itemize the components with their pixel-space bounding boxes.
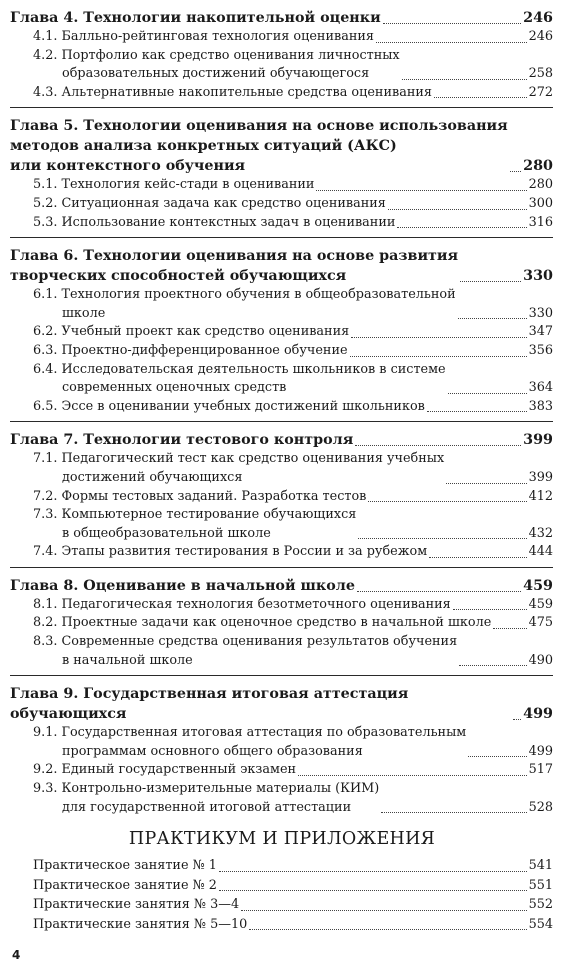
dot-leader [468,756,526,757]
section-entry-page: 399 [528,469,553,485]
section-entry-page: 330 [528,305,553,321]
section-entry [33,286,553,323]
appendix-entry-page: 551 [528,877,553,893]
dot-leader [458,318,527,319]
dot-leader [383,23,521,24]
table-of-contents [10,7,553,829]
chapter-entry-page: 280 [523,158,553,175]
section-entry-page: 412 [528,488,553,504]
section-entry-title: 6.4. Исследовательская деятельность школьников в системе современных оценочных средств [33,361,446,396]
chapter-entry [10,8,553,28]
section-entry-title: 9.3. Контрольно-измерительные материалы (КИМ) для государственной итоговой аттестации [33,781,380,815]
section-entry-title: 6.2. Учебный проект как средство оценивания [33,324,350,340]
dot-leader [368,501,526,502]
appendix-entry [33,915,553,935]
dot-leader [350,356,527,357]
dot-leader [493,628,526,629]
appendix-entry-title: Практические занятия № 5—10 [33,916,248,932]
section-entry-page: 246 [528,29,553,44]
section-entry [33,543,553,562]
dot-leader [249,929,526,930]
appendix-entry-title: Практическое занятие № 1 [33,858,217,873]
chapter-entry [10,430,553,450]
dot-leader [397,227,526,228]
chapter-entry [10,116,553,176]
chapter-entry-title: Глава 5. Технологии оценивания на основе использования методов анализа конкретных ситуаций (АКС) или контекстного обучения [10,118,508,175]
appendix-entry-page: 552 [528,897,553,912]
chapter-entry-title: Глава 9. Государственная итоговая аттестация обучающихся [10,686,409,723]
appendix-entry-title: Практическое занятие № 2 [33,877,217,893]
chapter-entry-page: 330 [523,268,553,285]
section-entry [33,47,553,84]
section-entry-title: 7.4. Этапы развития тестирования в России и за рубежом [33,544,428,560]
dot-leader [219,890,527,891]
appendix-entry [33,856,553,876]
appendix-entry-title: Практические занятия № 3—4 [33,897,240,912]
section-entry-title: 7.3. Компьютерное тестирование обучающихся в общеобразовательной школе [33,507,357,541]
section-entry-title: 6.3. Проектно-дифференцированное обучение [33,342,348,358]
section-entry-title: 5.1. Технология кейс-стади в оценивании [33,177,315,193]
appendix-entry-page: 541 [528,858,553,873]
dot-leader [448,393,527,394]
appendix-list [33,856,553,934]
section-entry-title: 8.3. Современные средства оценивания результатов обучения в начальной школе [33,634,458,668]
chapter-entry [10,576,553,596]
section-entry-title: 5.2. Ситуационная задача как средство оценивания [33,195,386,211]
chapter-entry-title: Глава 6. Технологии оценивания на основе развития творческих способностей обучающихся [10,248,459,285]
section-entry-title: 6.5. Эссе в оценивании учебных достижений школьников [33,398,425,414]
section-entry-title: 4.2. Портфолио как средство оценивания личностных образовательных достижений обучающегося [33,47,400,82]
section-entry-page: 347 [528,324,553,340]
section-entry [33,633,553,670]
section-entry-page: 444 [528,544,553,560]
section-entry [33,614,553,633]
chapter-block [10,7,553,108]
chapter-entry-page: 399 [523,432,553,449]
chapter-entry-title: Глава 7. Технологии тестового контроля [10,432,354,449]
section-entry-page: 517 [528,762,553,778]
section-entry-title: 9.2. Единый государственный экзамен [33,762,297,778]
chapter-entry [10,246,553,286]
dot-leader [351,337,526,338]
dot-leader [427,411,527,412]
section-entry-title: 4.1. Балльно-рейтинговая технология оценивания [33,29,374,44]
chapter-entry-page: 499 [523,706,553,723]
section-entry-title: 4.3. Альтернативные накопительные средства оценивания [33,84,432,100]
section-entry-page: 300 [528,195,553,211]
dot-leader [434,97,527,98]
section-entry-page: 528 [528,799,553,815]
dot-leader [316,190,526,191]
section-entry [33,488,553,507]
section-entry [33,214,553,233]
appendix-entry [33,876,553,896]
chapter-block [10,115,553,238]
section-entry-title: 9.1. Государственная итоговая аттестация по образовательным программам основного общего образования [33,725,467,759]
appendix-heading: ПРАКТИКУМ И ПРИЛОЖЕНИЯ [128,829,436,849]
section-entry-page: 272 [528,84,553,100]
chapter-entry [10,684,553,724]
dot-leader [355,445,521,446]
chapter-block [10,429,553,568]
dot-leader [402,79,527,80]
chapter-entry-title: Глава 8. Оценивание в начальной школе [10,577,355,594]
section-entry-title: 6.1. Технология проектного обучения в общеобразовательной школе [33,287,456,321]
chapter-entry-title: Глава 4. Технологии накопительной оценки [10,10,381,26]
section-entry-page: 258 [528,66,553,82]
dot-leader [376,42,527,43]
section-entry [33,84,553,103]
section-entry-page: 459 [528,596,553,612]
appendix-entry-page: 554 [528,916,553,932]
dot-leader [446,483,526,484]
section-entry-title: 7.1. Педагогический тест как средство оценивания учебных достижений обучающихся [33,451,445,485]
section-entry [33,28,553,47]
section-entry [33,342,553,361]
section-entry [33,361,553,398]
appendix-entry [33,895,553,915]
dot-leader [357,591,521,592]
section-entry-page: 499 [528,743,553,759]
dot-leader [298,775,527,776]
dot-leader [388,209,527,210]
dot-leader [219,871,527,872]
section-entry [33,596,553,615]
section-entry-page: 364 [528,380,553,396]
section-entry [33,195,553,214]
dot-leader [358,538,526,539]
chapter-block [10,683,553,822]
dot-leader [460,281,521,282]
section-entry-page: 280 [528,177,553,193]
section-entry-page: 432 [528,525,553,541]
section-entry [33,323,553,342]
page-number: 4 [12,948,21,962]
chapter-block [10,245,553,422]
dot-leader [459,665,526,666]
dot-leader [513,719,521,720]
section-entry [33,398,553,417]
section-entry-page: 383 [528,398,553,414]
chapter-entry-page: 459 [523,577,553,594]
section-entry [33,780,553,817]
section-entry-page: 490 [528,652,553,668]
dot-leader [510,171,521,172]
section-entry [33,506,553,543]
section-entry-title: 8.1. Педагогическая технология безотметочного оценивания [33,596,451,612]
section-entry [33,724,553,761]
section-entry-page: 356 [528,342,553,358]
section-entry-title: 5.3. Использование контекстных задач в оценивании [33,214,396,230]
dot-leader [381,812,526,813]
section-entry [33,761,553,780]
section-entry [33,450,553,487]
dot-leader [429,557,526,558]
section-entry-title: 8.2. Проектные задачи как оценочное средство в начальной школе [33,615,492,631]
chapter-block [10,575,553,676]
section-entry-page: 316 [528,214,553,230]
chapter-entry-page: 246 [523,10,553,26]
section-entry-page: 475 [528,615,553,631]
section-entry [33,176,553,195]
section-entry-title: 7.2. Формы тестовых заданий. Разработка тестов [33,488,367,504]
dot-leader [241,910,526,911]
dot-leader [453,609,527,610]
